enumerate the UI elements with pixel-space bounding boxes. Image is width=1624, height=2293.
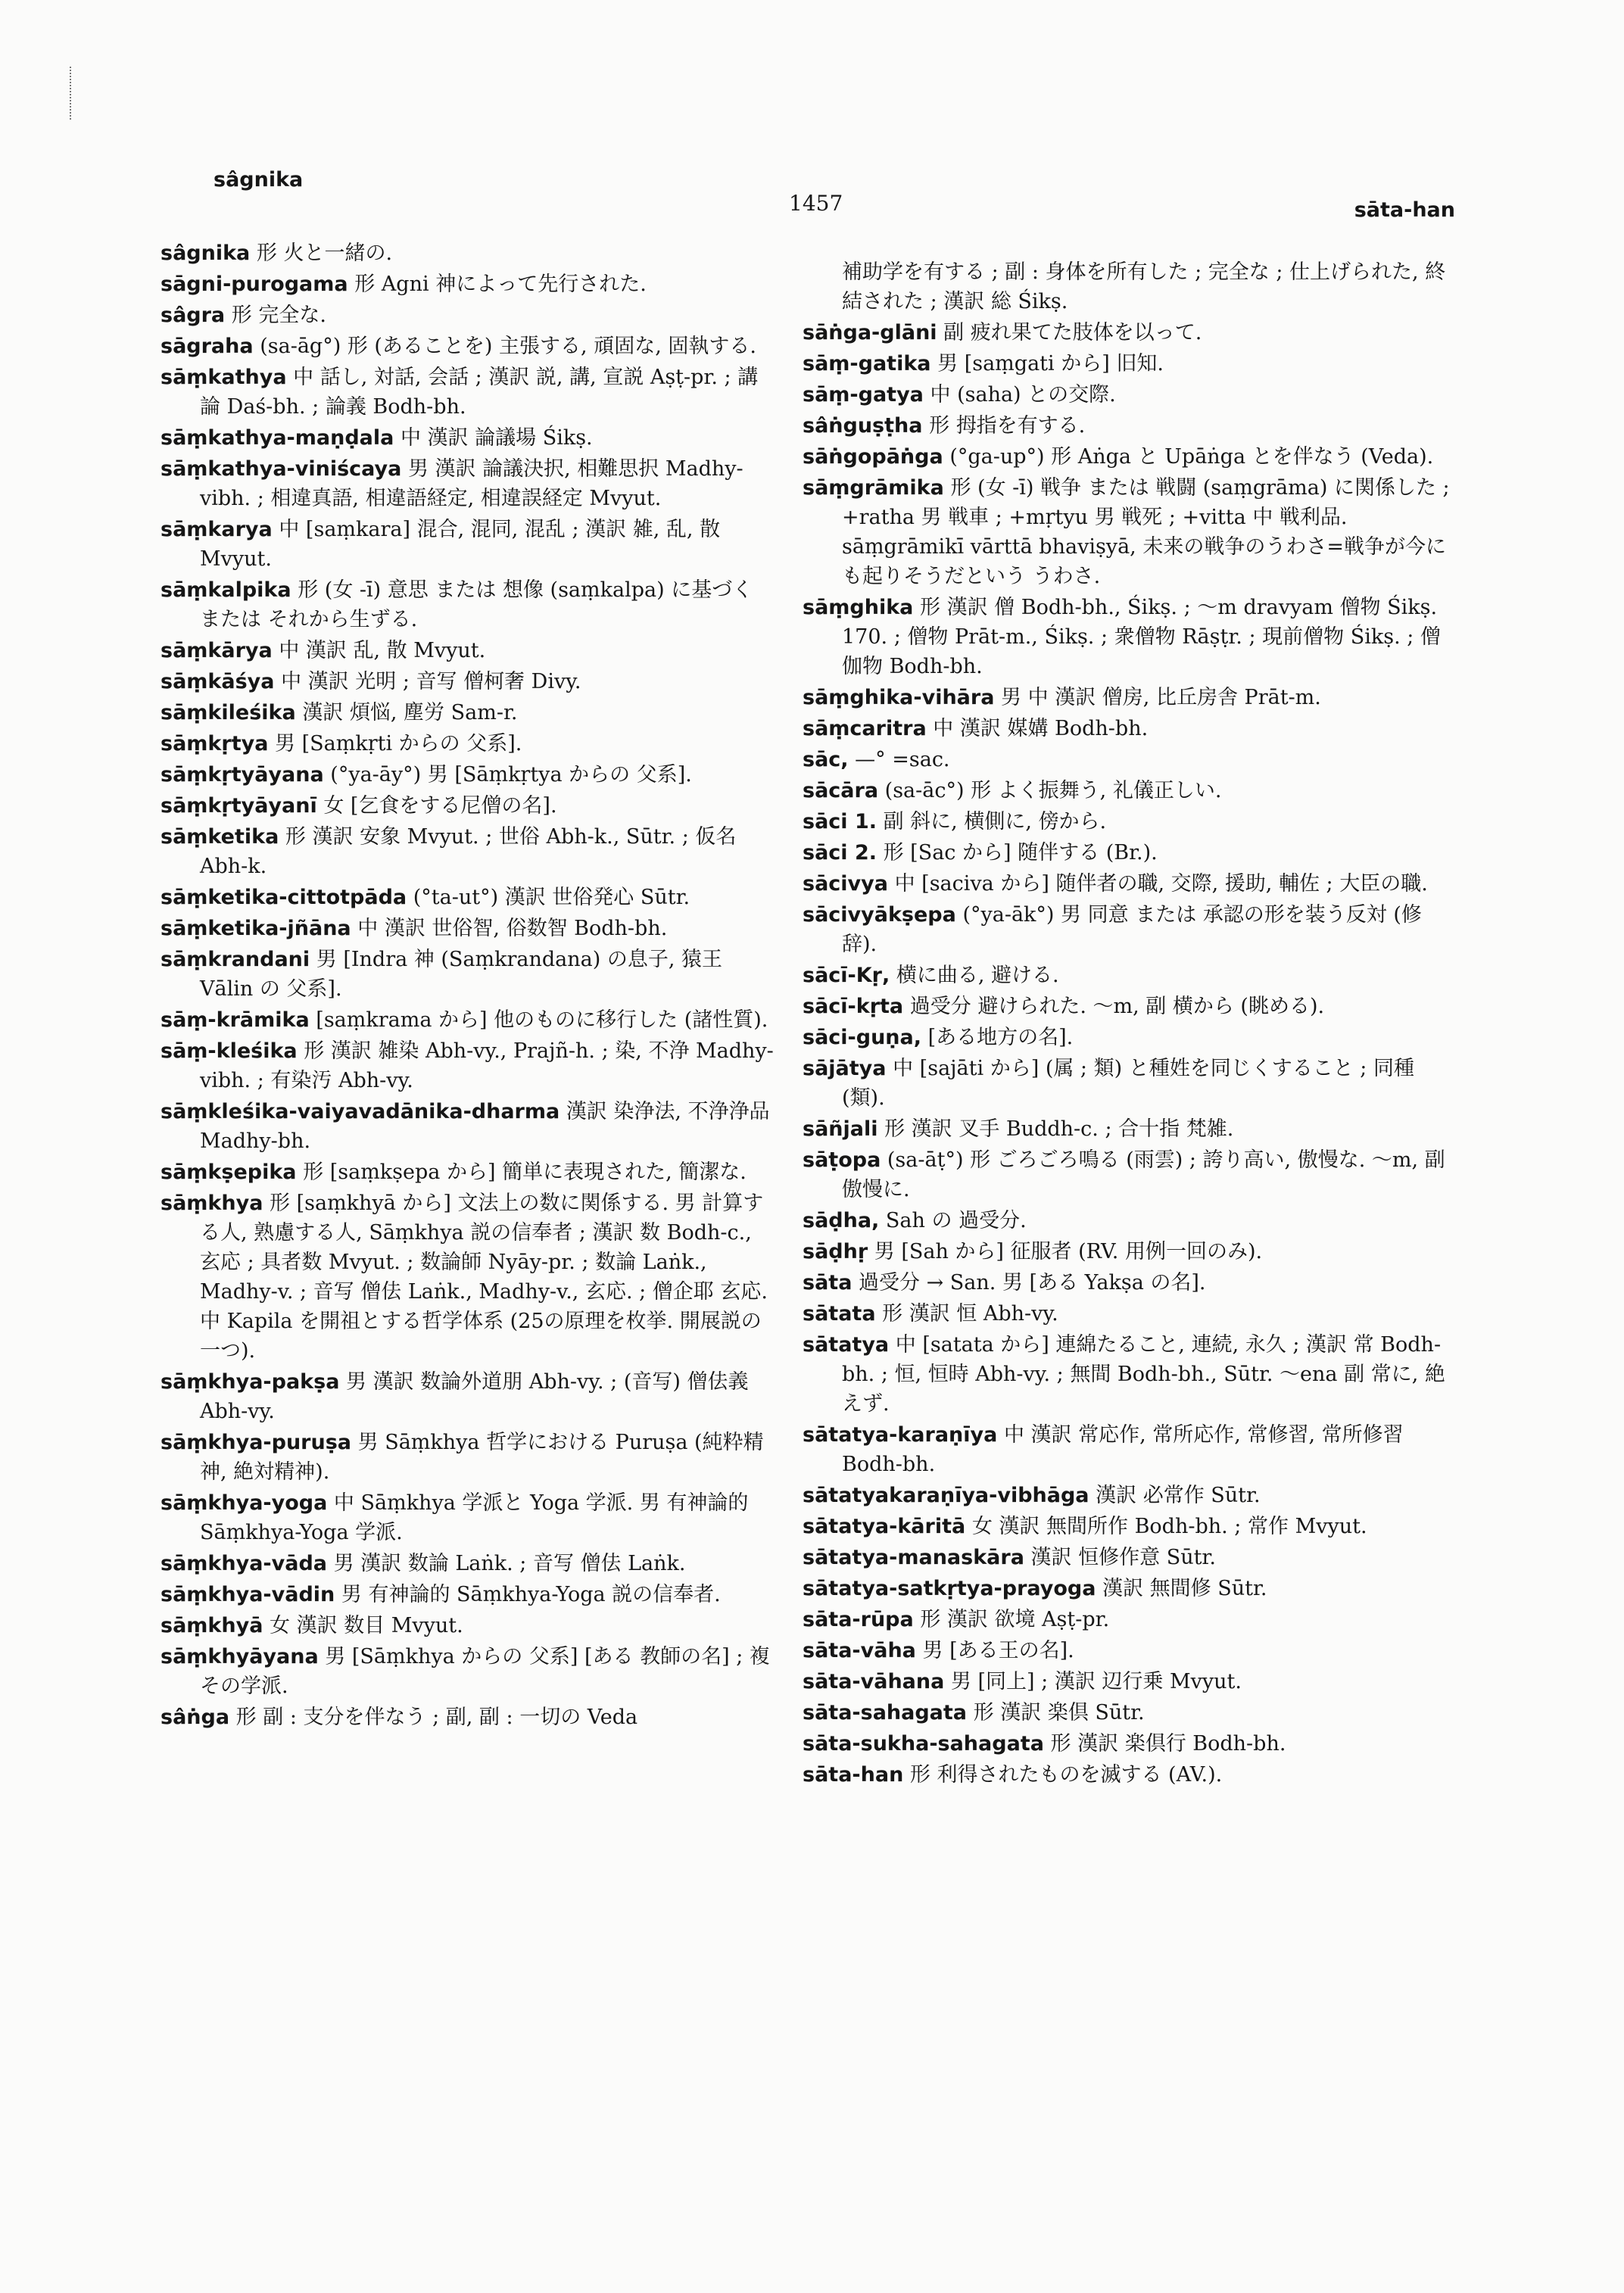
entry-definition: 漢訳 染浄法, 不浄浄品 Madhy-bh. <box>200 1100 770 1153</box>
entry-definition: 中 漢訳 乱, 散 Mvyut. <box>279 639 486 662</box>
dictionary-entry <box>803 1114 1450 1144</box>
entry-headword: sācī-Kṛ, <box>803 964 890 987</box>
entry-definition: 形 漢訳 楽倶 Sūtr. <box>973 1701 1145 1724</box>
dictionary-entry <box>803 745 1450 774</box>
entry-definition: (°ya-āk°) 男 同意 または 承認の形を装う反対 (修辞). <box>842 903 1422 956</box>
entry-definition: 漢訳 恒修作意 Sūtr. <box>1030 1546 1216 1569</box>
entry-definition: 形 [Sac から] 随伴する (Br.). <box>883 841 1158 865</box>
entry-headword: sāgni-purogama <box>161 273 348 296</box>
entry-definition: 中 漢訳 光明 ; 音写 僧柯奢 Divy. <box>281 670 581 693</box>
dictionary-entry <box>161 1488 774 1547</box>
header-left-guide-word: sâgnika <box>214 168 304 192</box>
entry-headword: sāṃ-gatya <box>803 383 924 407</box>
dictionary-entry <box>803 1023 1450 1052</box>
entry-headword: sâgnika <box>161 241 251 265</box>
dictionary-entry <box>803 318 1450 347</box>
entry-headword: sātatyakaraṇīya-vibhāga <box>803 1484 1089 1507</box>
entry-definition: 女 漢訳 数目 Mvyut. <box>270 1614 463 1637</box>
entry-headword: sāṃkhya-vādin <box>161 1583 335 1606</box>
entry-headword: sāṃkathya-viniścaya <box>161 457 402 481</box>
dictionary-entry <box>803 257 1450 316</box>
entry-headword: sāṃkhya-puruṣa <box>161 1431 352 1454</box>
dictionary-entry <box>803 961 1450 990</box>
dictionary-entry <box>161 822 774 881</box>
entry-headword: sātatya-manaskāra <box>803 1546 1024 1569</box>
entry-definition: 漢訳 無間修 Sūtr. <box>1102 1577 1267 1600</box>
dictionary-entry <box>161 760 774 790</box>
entry-headword: sāṃkrandani <box>161 948 310 971</box>
entry-headword: sāḍha, <box>803 1209 880 1232</box>
entry-headword: sāṃcaritra <box>803 717 927 740</box>
dictionary-entry <box>803 776 1450 805</box>
dictionary-entry <box>803 1698 1450 1728</box>
dictionary-entry <box>803 1420 1450 1479</box>
dictionary-entry <box>161 1367 774 1426</box>
dictionary-entry <box>803 900 1450 959</box>
dictionary-entry <box>161 423 774 453</box>
entry-definition: 男 [ある王の名]. <box>922 1639 1074 1662</box>
entry-headword: sāṃkārya <box>161 639 273 662</box>
entry-definition: [saṃkrama から] 他のものに移行した (諸性質). <box>316 1008 768 1032</box>
dictionary-entry <box>161 1428 774 1487</box>
entry-headword: sāta-rūpa <box>803 1608 914 1631</box>
entry-definition: (sa-āg°) 形 (あることを) 主張する, 頑固な, 固執する. <box>260 335 756 358</box>
entry-headword: sātatya-satkṛtya-prayoga <box>803 1577 1096 1600</box>
entry-definition: 形 漢訳 欲境 Aṣṭ-pr. <box>920 1608 1110 1631</box>
entry-definition: 漢訳 必常作 Sūtr. <box>1096 1484 1261 1507</box>
entry-definition: 男 漢訳 数論外道朋 Abh-vy. ; (音写) 僧佉義 Abh-vy. <box>200 1370 749 1423</box>
entry-definition: 形 (女 -ī) 意思 または 想像 (saṃkalpa) に基づく または それから生ずる. <box>200 578 753 631</box>
entry-headword: sāṃkathya-maṇḍala <box>161 426 394 450</box>
dictionary-entry <box>803 1605 1450 1634</box>
entry-definition: 形 利得されたものを滅する (AV.). <box>909 1763 1223 1787</box>
entry-definition: 男 [Saṃkṛti からの 父系]. <box>275 732 522 756</box>
entry-headword: sācivyākṣepa <box>803 903 956 927</box>
dictionary-entry <box>161 667 774 696</box>
entry-headword: sāṃkṛtyāyanī <box>161 794 317 818</box>
entry-headword: sāṃkṛtya <box>161 732 269 756</box>
entry-definition: (°ya-āy°) 男 [Sāṃkṛtya からの 父系]. <box>330 763 692 787</box>
entry-definition: 形 漢訳 楽倶行 Bodh-bh. <box>1050 1732 1286 1756</box>
entry-definition: 形 拇指を有する. <box>929 414 1086 438</box>
entry-headword: sāṃketika <box>161 825 279 849</box>
entry-definition: Sah の 過受分. <box>885 1209 1027 1232</box>
entry-definition: 中 漢訳 常応作, 常所応作, 常修習, 常所修習 Bodh-bh. <box>842 1423 1404 1476</box>
entry-definition: 形 漢訳 安象 Mvyut. ; 世俗 Abh-k., Sūtr. ; 仮名 Abh-k. <box>200 825 737 878</box>
entry-headword: sāṃkhyā <box>161 1614 263 1637</box>
dictionary-entry <box>803 714 1450 743</box>
dictionary-entry <box>803 1512 1450 1541</box>
entry-headword: sāṃghika <box>803 596 914 619</box>
dictionary-entry <box>161 363 774 422</box>
entry-definition: 男 有神論的 Sāṃkhya-Yoga 説の信奉者. <box>341 1583 721 1606</box>
entry-headword: sāṃkleśika-vaiyavadānika-dharma <box>161 1100 560 1123</box>
entry-headword: sāta-sahagata <box>803 1701 968 1724</box>
entry-headword: sâgra <box>161 304 226 327</box>
dictionary-entry <box>803 349 1450 379</box>
dictionary-entry <box>803 1729 1450 1759</box>
dictionary-entry <box>161 575 774 634</box>
entry-definition: (°ga-up°) 形 Aṅga と Upāṅga とを伴なう (Veda). <box>949 445 1434 469</box>
dictionary-entry <box>161 1642 774 1701</box>
entry-headword: sāci 1. <box>803 810 877 833</box>
entry-headword: sāṭopa <box>803 1148 881 1172</box>
entry-definition: 副 斜に, 横側に, 傍から. <box>883 810 1107 833</box>
dictionary-entry <box>161 1580 774 1609</box>
dictionary-entry <box>161 1549 774 1578</box>
entry-headword: sāṃkhya-yoga <box>161 1491 328 1515</box>
entry-definition: 中 漢訳 論議場 Śikṣ. <box>400 426 593 450</box>
entry-definition: 形 漢訳 僧 Bodh-bh., Śikṣ. ; ～m dravyam 僧物 Śikṣ. 170. ; 僧物 Prāt-m., Śikṣ. ; 衆僧物 Rāṣṭr. ; 現前僧物 Śikṣ. ; 僧伽物 Bodh-bh. <box>842 596 1441 678</box>
entry-headword: sāṃkhya-vāda <box>161 1552 327 1575</box>
entry-headword: sāṃghika-vihāra <box>803 686 995 709</box>
entry-headword: sāṃkathya <box>161 366 287 389</box>
left-column <box>161 238 774 1734</box>
dictionary-entry <box>161 636 774 665</box>
right-column <box>803 257 1450 1791</box>
entry-definition: —° =sac. <box>855 748 950 771</box>
header-right-guide-word: sāta-han <box>1354 198 1455 222</box>
entry-headword: sâṅga <box>161 1706 230 1729</box>
dictionary-entry <box>803 411 1450 441</box>
dictionary-entry <box>161 914 774 943</box>
entry-headword: sācāra <box>803 779 879 802</box>
entry-headword: sāta-vāha <box>803 1639 916 1662</box>
entry-headword: sāḍhṛ <box>803 1240 868 1263</box>
entry-headword: sāṃkhya-pakṣa <box>161 1370 340 1394</box>
entry-definition: 形 副 : 支分を伴なう ; 副, 副 : 一切の Veda <box>235 1706 638 1729</box>
entry-definition: 女 漢訳 無間所作 Bodh-bh. ; 常作 Mvyut. <box>971 1515 1367 1538</box>
entry-definition: 過受分 避けられた. ～m, 副 横から (眺める). <box>909 995 1325 1018</box>
page-number: 1457 <box>789 191 843 216</box>
dictionary-entry <box>803 1145 1450 1204</box>
entry-headword: sājātya <box>803 1057 887 1080</box>
entry-definition: 中 Sāṃkhya 学派と Yoga 学派. 男 有神論的 Sāṃkhya-Yoga 学派. <box>200 1491 749 1544</box>
entry-headword: sāṃ-kleśika <box>161 1039 298 1063</box>
entry-definition: 形 [saṃkṣepa から] 簡単に表現された, 簡潔な. <box>303 1161 747 1184</box>
page-header <box>214 168 1455 222</box>
dictionary-entry <box>803 1543 1450 1572</box>
dictionary-entry <box>161 269 774 299</box>
dictionary-entry <box>803 838 1450 868</box>
dictionary-entry <box>161 1189 774 1366</box>
entry-headword: sâṅguṣṭha <box>803 414 923 438</box>
dictionary-entry <box>161 1097 774 1156</box>
entry-headword: sāṅgopāṅga <box>803 445 943 469</box>
dictionary-entry <box>803 1667 1450 1696</box>
entry-definition: 男 [saṃgati から] 旧知. <box>937 352 1164 375</box>
entry-definition: 過受分 → San. 男 [ある Yakṣa の名]. <box>859 1271 1206 1294</box>
dictionary-entry <box>803 1330 1450 1419</box>
dictionary-entry <box>803 992 1450 1021</box>
entry-headword: sāci-guṇa, <box>803 1026 922 1049</box>
dictionary-entry <box>803 869 1450 899</box>
entry-definition: 補助学を有する ; 副 : 身体を所有した ; 完全な ; 仕上げられた, 終結された ; 漢訳 総 Śikṣ. <box>842 260 1446 313</box>
dictionary-entry <box>161 698 774 727</box>
entry-headword: sātatya <box>803 1333 890 1357</box>
entry-headword: sācī-kṛta <box>803 995 904 1018</box>
entry-headword: sāc, <box>803 748 849 771</box>
dictionary-entry <box>803 1481 1450 1510</box>
dictionary-entry <box>161 1703 774 1732</box>
entry-definition: 男 [Sāṃkhya からの 父系] [ある 教師の名] ; 複 その学派. <box>200 1645 770 1698</box>
dictionary-entry <box>803 473 1450 591</box>
entry-headword: sāci 2. <box>803 841 877 865</box>
dictionary-entry <box>161 1157 774 1187</box>
dictionary-entry <box>803 593 1450 681</box>
entry-definition: 中 話し, 対話, 会話 ; 漢訳 説, 講, 宣説 Aṣṭ-pr. ; 講論 Daś-bh. ; 論義 Bodh-bh. <box>200 366 759 419</box>
dictionary-entry <box>803 807 1450 837</box>
dictionary-entry <box>161 945 774 1004</box>
dictionary-entry <box>161 1036 774 1095</box>
entry-definition: 形 [saṃkhyā から] 文法上の数に関係する. 男 計算する人, 熟慮する人, Sāṃkhya 説の信奉者 ; 漢訳 数 Bodh-c., 玄応 ; 具者数 Mvyut. ; 数論師 Nyāy-pr. ; 数論 Laṅk., Madhy-v. ; 音写 僧佉 Laṅk., Madhy-v., 玄応. ; 僧企耶 玄応. 中 Kapila を開祖とする哲学体系 (25の原理を枚挙. 開展説の一つ). <box>200 1192 768 1363</box>
entry-headword: sāṃ-gatika <box>803 352 931 375</box>
entry-headword: sāṃkhyāyana <box>161 1645 319 1668</box>
dictionary-entry <box>161 1611 774 1640</box>
entry-definition: 形 漢訳 雑染 Abh-vy., Prajñ-h. ; 染, 不浄 Madhy-vibh. ; 有染汚 Abh-vy. <box>200 1039 774 1092</box>
entry-definition: [ある地方の名]. <box>927 1026 1074 1049</box>
entry-headword: sāta-sukha-sahagata <box>803 1732 1044 1756</box>
entry-headword: sāṃkāśya <box>161 670 275 693</box>
entry-definition: 形 (女 -ī) 戦争 または 戦闘 (saṃgrāma) に関係した ; +ratha 男 戦車 ; +mṛtyu 男 戦死 ; +vitta 中 戦利品. sāṃgrāmikī vārttā bhaviṣyā, 未来の戦争のうわさ=戦争が今にも起りそうだという うわさ. <box>842 476 1450 588</box>
dictionary-entry <box>803 1299 1450 1329</box>
dictionary-entry <box>161 883 774 912</box>
dictionary-entry <box>161 791 774 821</box>
entry-headword: sāṃ-krāmika <box>161 1008 310 1032</box>
dictionary-entry <box>803 1206 1450 1235</box>
entry-definition: 男 Sāṃkhya 哲学における Puruṣa (純粋精神, 絶対精神). <box>200 1431 764 1484</box>
entry-definition: 副 疲れ果てた肢体を以って. <box>943 321 1202 344</box>
entry-definition: (sa-āc°) 形 よく振舞う, 礼儀正しい. <box>884 779 1222 802</box>
entry-definition: 横に曲る, 避ける. <box>896 964 1059 987</box>
entry-definition: 中 漢訳 媒媾 Bodh-bh. <box>933 717 1149 740</box>
dictionary-entry <box>803 1268 1450 1298</box>
entry-definition: 男 中 漢訳 僧房, 比丘房舎 Prāt-m. <box>1001 686 1321 709</box>
entry-headword: sāṃkhya <box>161 1192 263 1215</box>
dictionary-entry <box>803 1054 1450 1113</box>
entry-headword: sāṃkṣepika <box>161 1161 297 1184</box>
entry-headword: sāṃgrāmika <box>803 476 944 500</box>
entry-definition: 男 [Sah から] 征服者 (RV. 用例一回のみ). <box>874 1240 1263 1263</box>
entry-headword: sāta-han <box>803 1763 904 1787</box>
entry-headword: sāta-vāhana <box>803 1670 945 1693</box>
entry-definition: 中 [sajāti から] (属 ; 類) と種姓を同じくすること ; 同種 (類). <box>842 1057 1414 1110</box>
entry-definition: 中 [satata から] 連綿たること, 連続, 永久 ; 漢訳 常 Bodh-bh. ; 恒, 恒時 Abh-vy. ; 無間 Bodh-bh., Sūtr. ～ena 副 常に, 絶えず. <box>842 1333 1445 1416</box>
entry-headword: sāṃkarya <box>161 518 273 541</box>
entry-headword: sātatya-kāritā <box>803 1515 966 1538</box>
entry-definition: 男 漢訳 数論 Laṅk. ; 音写 僧佉 Laṅk. <box>333 1552 686 1575</box>
entry-definition: 中 [saciva から] 随伴者の職, 交際, 援助, 輔佐 ; 大臣の職. <box>894 872 1428 896</box>
entry-definition: 中 [saṃkara] 混合, 混同, 混乱 ; 漢訳 雑, 乱, 散 Mvyut. <box>200 518 721 571</box>
entry-headword: sātatya-karaṇīya <box>803 1423 998 1447</box>
dictionary-entry <box>161 515 774 574</box>
entry-headword: sāta <box>803 1271 853 1294</box>
entry-headword: sāṃkalpika <box>161 578 291 602</box>
entry-definition: 男 漢訳 論議決択, 相難思択 Madhy-vibh. ; 相違真語, 相違語経定, 相違誤経定 Mvyut. <box>200 457 743 510</box>
entry-definition: 形 Agni 神によって先行された. <box>354 273 647 296</box>
entry-definition: 男 [同上] ; 漢訳 辺行乗 Mvyut. <box>950 1670 1242 1693</box>
dictionary-entry <box>161 301 774 330</box>
entry-headword: sāṃketika-jñāna <box>161 917 351 940</box>
dictionary-entry <box>803 683 1450 712</box>
entry-headword: sāṅga-glāni <box>803 321 937 344</box>
entry-headword: sāñjali <box>803 1117 878 1141</box>
dictionary-entry <box>803 442 1450 472</box>
entry-definition: (°ta-ut°) 漢訳 世俗発心 Sūtr. <box>413 886 690 909</box>
dictionary-entry <box>161 238 774 268</box>
entry-definition: 中 漢訳 世俗智, 俗数智 Bodh-bh. <box>357 917 668 940</box>
entry-headword: sāgraha <box>161 335 254 358</box>
entry-definition: 男 [Indra 神 (Saṃkrandana) の息子, 猿王 Vālin の 父系]. <box>200 948 723 1001</box>
dictionary-entry <box>803 1760 1450 1790</box>
entry-headword: sātata <box>803 1302 876 1326</box>
entry-headword: sāṃketika-cittotpāda <box>161 886 407 909</box>
dictionary-entry <box>161 729 774 759</box>
entry-definition: (sa-āṭ°) 形 ごろごろ鳴る (雨雲) ; 誇り高い, 傲慢な. ～m, 副 傲慢に. <box>842 1148 1445 1201</box>
entry-definition: 漢訳 煩悩, 塵労 Sam-r. <box>302 701 518 724</box>
entry-definition: 形 完全な. <box>231 304 326 327</box>
entry-definition: 形 漢訳 叉手 Buddh-c. ; 合十指 梵雑. <box>884 1117 1234 1141</box>
entry-definition: 形 火と一緒の. <box>256 241 393 265</box>
dictionary-entry <box>803 1237 1450 1266</box>
dictionary-entry <box>803 380 1450 410</box>
entry-headword: sācivya <box>803 872 888 896</box>
dictionary-entry <box>161 332 774 361</box>
entry-headword: sāṃkileśika <box>161 701 296 724</box>
entry-headword: sāṃkṛtyāyana <box>161 763 324 787</box>
dictionary-entry <box>803 1636 1450 1665</box>
entry-definition: 中 (saha) との交際. <box>930 383 1116 407</box>
dictionary-entry <box>803 1574 1450 1603</box>
dictionary-entry <box>161 454 774 513</box>
entry-definition: 形 漢訳 恒 Abh-vy. <box>882 1302 1058 1326</box>
entry-definition: 女 [乞食をする尼僧の名]. <box>323 794 557 818</box>
dictionary-entry <box>161 1005 774 1035</box>
margin-mark <box>70 67 74 120</box>
